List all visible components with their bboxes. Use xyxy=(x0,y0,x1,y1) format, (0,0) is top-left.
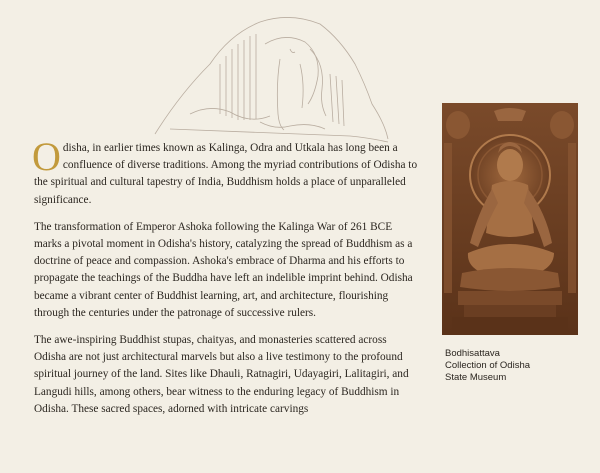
paragraph-intro xyxy=(32,134,418,209)
paragraph-intro-text: disha, in earlier times known as Kalinga, Odra and Utkala has long been a confluence of diverse traditions. Among the myriad contributions of Odisha to the spiritual and cultural tapestry of India, Buddhism holds a place of unparalleled significance. xyxy=(34,142,418,206)
rock-elephant-sketch-icon xyxy=(150,4,390,146)
caption-line-collection: Collection of Odisha xyxy=(445,360,531,371)
sculpture-drawing xyxy=(442,103,578,335)
caption-line-museum: State Museum xyxy=(445,372,507,383)
figure-caption xyxy=(445,348,585,384)
bodhisattva-sculpture-image xyxy=(442,103,578,335)
paragraph-sites: The awe-inspiring Buddhist stupas, chaityas, and monasteries scattered across Odisha are not just architectural marvels but also a live testimony to the profound spiritual journey of the land. Sites like Dhauli, Ratnagiri, Udayagiri, Lalitagiri, and Langudi hills, among others, bear witness to the enduring legacy of Buddhism in Odisha. These sacred spaces, adorned with intricate carvings xyxy=(34,334,409,415)
dropcap: O xyxy=(32,134,61,179)
caption-line-title: Bodhisattava xyxy=(445,348,500,359)
article-body xyxy=(32,134,418,428)
paragraph-ashoka: The transformation of Emperor Ashoka following the Kalinga War of 261 BCE marks a pivotal moment in Odisha's history, catalyzing the spread of Buddhism as a doctrine of peace and compassion. Ashoka's embrace of Dharma and his efforts to propagate the teachings of the Buddha have left an indelible imprint behind. Odisha became a vibrant center of Buddhist learning, art, and architecture, flourishing through the centuries under the patronage of successive rulers. xyxy=(34,220,413,319)
